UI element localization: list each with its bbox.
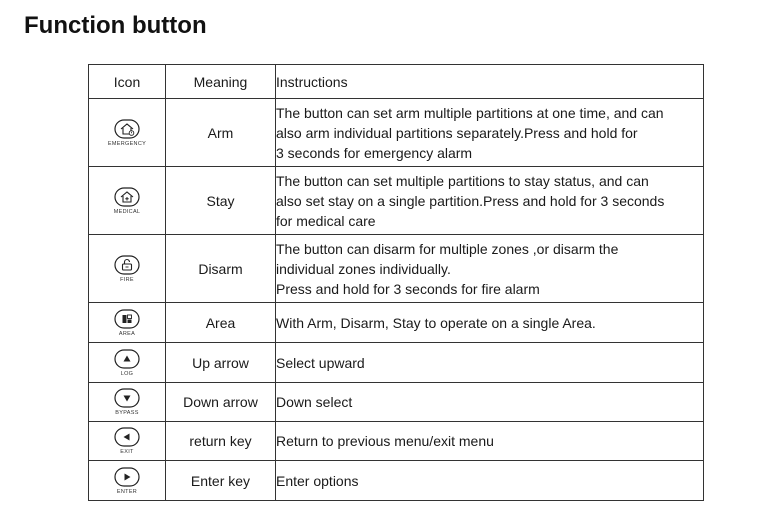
meaning-cell: Enter key xyxy=(166,461,276,501)
icon-label: BYPASS xyxy=(115,410,139,416)
instruction-line: With Arm, Disarm, Stay to operate on a single Area. xyxy=(276,314,596,331)
instruction-line: 3 seconds for emergency alarm xyxy=(276,144,473,161)
meaning-cell: Stay xyxy=(166,167,276,235)
instructions-cell xyxy=(276,383,704,422)
icon-label: LOG xyxy=(120,370,134,377)
table-row xyxy=(89,383,704,422)
icon-label: EMERGENCY xyxy=(107,140,147,147)
icon-cell xyxy=(89,235,166,303)
table-row xyxy=(89,303,704,343)
icon-cell xyxy=(89,461,166,501)
instructions-cell xyxy=(276,461,704,501)
instruction-line: Return to previous menu/exit menu xyxy=(276,433,494,449)
meaning-cell: return key xyxy=(166,422,276,461)
page-title: Function button xyxy=(24,12,207,39)
table-row xyxy=(89,167,704,235)
header-icon: Icon xyxy=(89,65,166,99)
instruction-line: also arm individual partitions separately.Press and hold for xyxy=(276,124,638,141)
meaning-cell: Arm xyxy=(166,99,276,167)
meaning-cell: Disarm xyxy=(166,235,276,303)
instructions-cell xyxy=(276,303,704,343)
instructions-cell xyxy=(276,235,704,303)
left-arrow-icon xyxy=(114,427,140,447)
header-instructions: Instructions xyxy=(276,65,704,99)
icon-cell xyxy=(89,167,166,235)
table-row xyxy=(89,461,704,501)
instruction-line: individual zones individually. xyxy=(276,260,451,277)
table-row xyxy=(89,343,704,383)
instruction-line: The button can disarm for multiple zones ,or disarm the xyxy=(276,240,619,257)
instruction-line: also set stay on a single partition.Press and hold for 3 seconds xyxy=(276,192,665,209)
icon-label: FIRE xyxy=(120,276,134,283)
house-alert-icon xyxy=(114,119,140,139)
icon-cell xyxy=(89,343,166,383)
icon-label: MEDICAL xyxy=(113,208,141,215)
table-row xyxy=(89,422,704,461)
icon-label: AREA xyxy=(118,330,136,337)
icon-cell xyxy=(89,99,166,167)
icon-cell xyxy=(89,383,166,422)
icon-label: EXIT xyxy=(120,449,134,455)
right-arrow-icon xyxy=(114,467,140,487)
unlock-icon xyxy=(114,255,140,275)
instruction-line: The button can set arm multiple partitions at one time, and can xyxy=(276,104,664,121)
table-row xyxy=(89,235,704,303)
meaning-cell: Area xyxy=(166,303,276,343)
instruction-line: Press and hold for 3 seconds for fire alarm xyxy=(276,280,540,297)
instruction-line: The button can set multiple partitions to stay status, and can xyxy=(276,172,649,189)
up-arrow-icon xyxy=(114,349,140,369)
instruction-line: Down select xyxy=(276,394,353,410)
function-button-table xyxy=(88,64,704,501)
meaning-cell: Down arrow xyxy=(166,383,276,422)
instruction-line: Enter options xyxy=(276,472,359,489)
instructions-cell xyxy=(276,343,704,383)
icon-cell xyxy=(89,303,166,343)
instruction-line: Select upward xyxy=(276,354,365,371)
instruction-line: for medical care xyxy=(276,212,376,229)
meaning-cell: Up arrow xyxy=(166,343,276,383)
header-meaning: Meaning xyxy=(166,65,276,99)
house-medical-icon xyxy=(114,187,140,207)
area-grid-icon xyxy=(114,309,140,329)
instructions-cell xyxy=(276,167,704,235)
instructions-cell xyxy=(276,99,704,167)
table-row xyxy=(89,99,704,167)
icon-cell xyxy=(89,422,166,461)
down-arrow-icon xyxy=(114,388,140,408)
table-header-row xyxy=(89,65,704,99)
icon-label: ENTER xyxy=(116,488,138,495)
instructions-cell xyxy=(276,422,704,461)
